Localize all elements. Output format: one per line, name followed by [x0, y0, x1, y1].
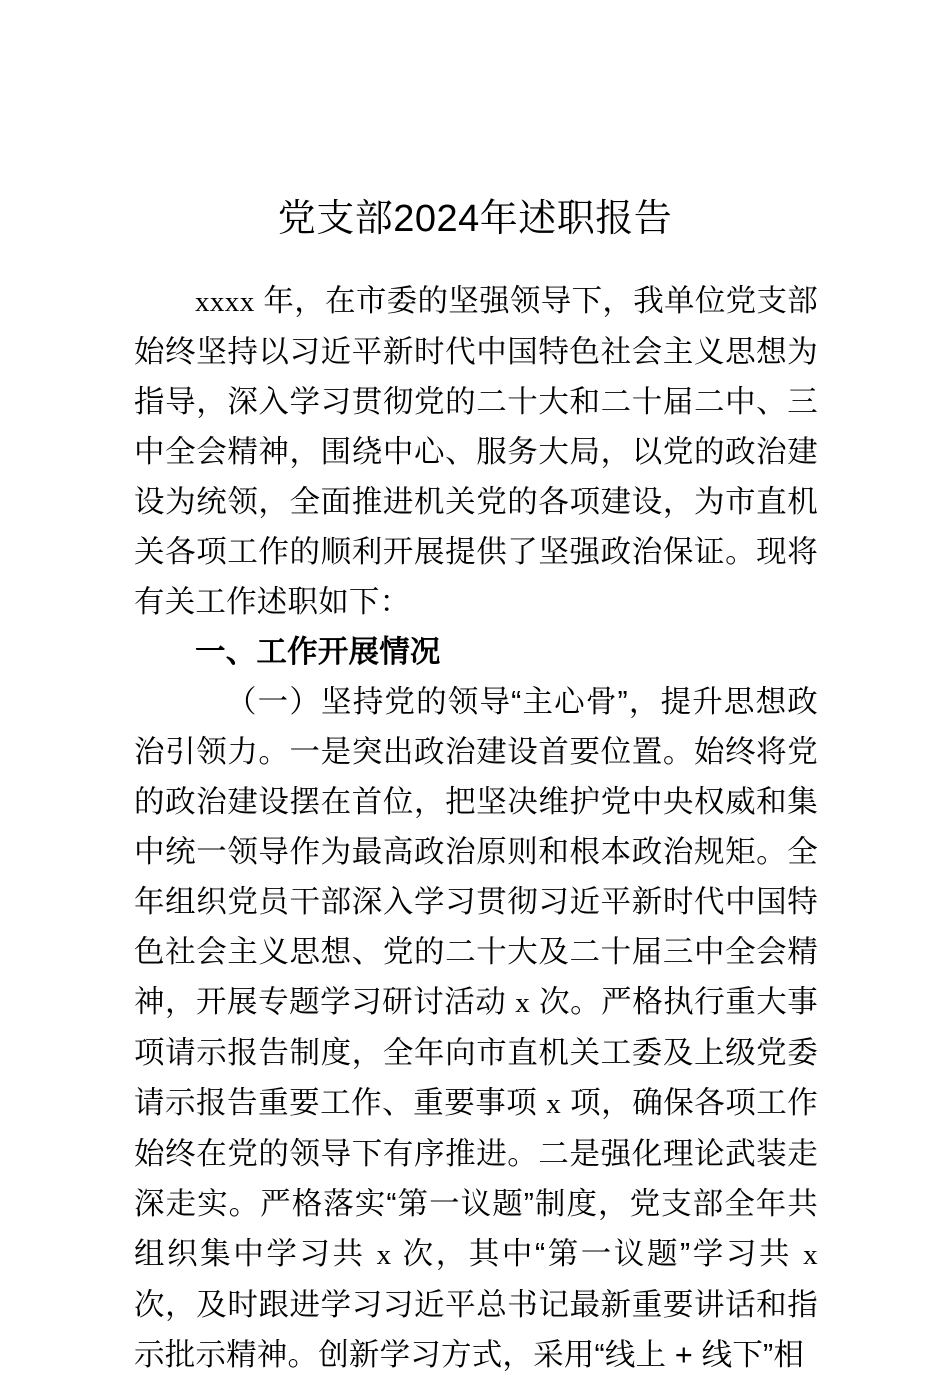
count-placeholder: x: [803, 1239, 818, 1271]
count-placeholder: x: [546, 1088, 562, 1120]
year-placeholder: xxxx: [195, 286, 255, 318]
count-placeholder: x: [376, 1239, 392, 1271]
paragraph-subsection-1-1: （一）坚持党的领导“主心骨”，提升思想政治引领力。一是突出政治建设首要位置。始终将党的政治建设摆在首位，把坚决维护党中央权威和集中统一领导作为最高政治原则和根本政治规矩。全年组织党员干部深入学习贯彻习近平新时代中国特色社会主义思想、党的二十大及二十届三中全会精神，开展专题学习研讨活动 x 次。严格执行重大事项请示报告制度，全年向市直机关工委及上级党委请示报告重要工作、重要事项 x 项，确保各项工作始终在党的领导下有序推进。二是强化理论武装走深走实。严格落实“第一议题”制度，党支部全年共组织集中学习共 x 次，其中“第一议题”学习共 x 次，及时跟进学习习近平总书记最新重要讲话和指示批示精神。创新学习方式，采用“线上 + 线下”相: [134, 685, 818, 1372]
paragraph-opening: xxxx 年，在市委的坚强领导下，我单位党支部始终坚持以习近平新时代中国特色社会主义思想为指导，深入学习贯彻党的二十大和二十届二中、三中全会精神，围绕中心、服务大局，以党的政治建设为统领，全面推进机关党的各项建设，为市直机关各项工作的顺利开展提供了坚强政治保证。现将有关工作述职如下：: [134, 284, 818, 619]
count-placeholder: x: [515, 987, 531, 1019]
page-title: 党支部2024年述职报告: [277, 198, 673, 241]
section-heading-1: 一、工作开展情况: [195, 635, 441, 669]
document-body: [134, 276, 818, 1380]
